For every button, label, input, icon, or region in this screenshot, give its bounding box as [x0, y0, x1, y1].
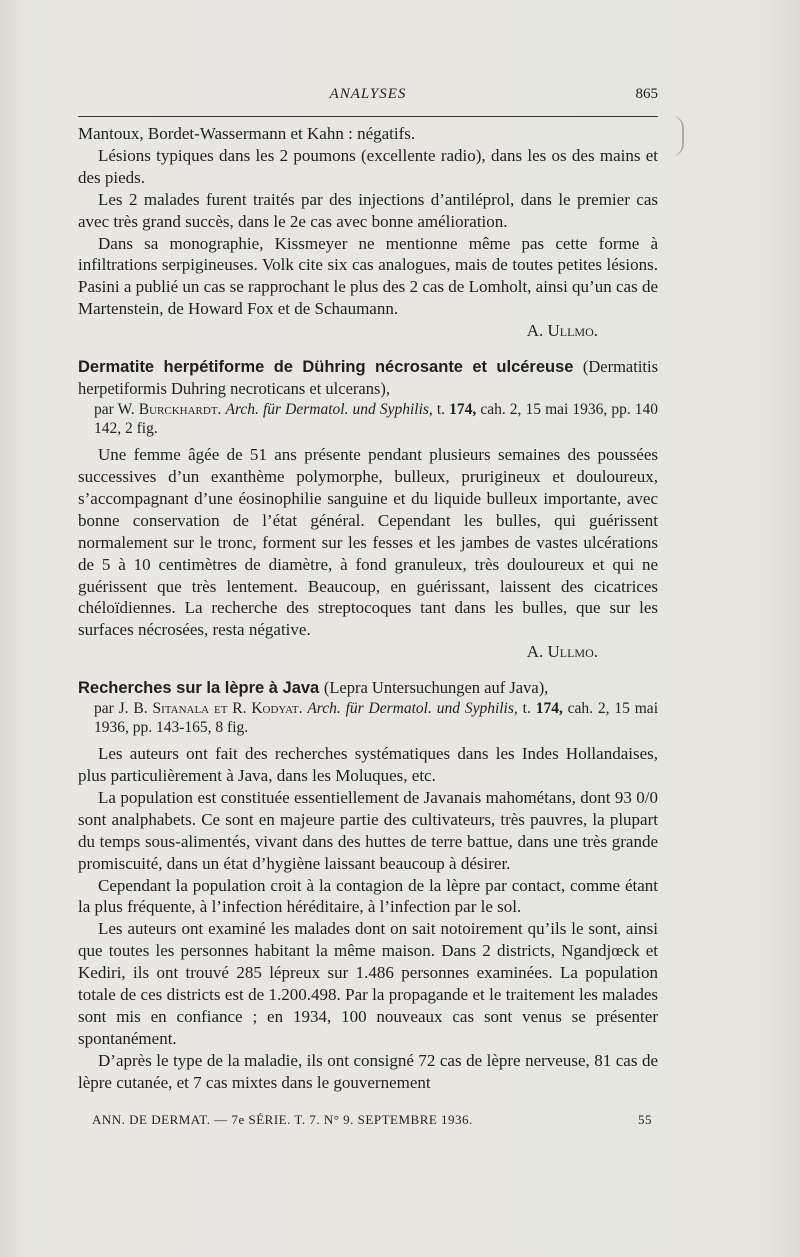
article-title-text: Dermatite herpétiforme de Dühring nécrosante et ulcéreuse [78, 358, 574, 377]
journal-name: Arch. für Dermatol. und Syphilis, [307, 700, 518, 718]
article-title-text: Recherches sur la lèpre à Java [78, 679, 320, 698]
article-paragraph: Les auteurs ont fait des recherches systématiques dans les Indes Hollandaises, plus particulièrement à Java, dans les Moluques, etc. [78, 744, 658, 786]
journal-volume: 174, [535, 700, 563, 718]
article-title [78, 356, 658, 400]
article-paragraph: La population est constituée essentiellement de Javanais mahométans, dont 93 0/0 sont analphabets. Ce sont en majeure partie des cultivateurs, très pauvres, la plupart du temps sous-alimentés, vivant dans des huttes de terre battue, dans une très grande promiscuité, dans un état d’hygiène laissant beaucoup à désirer. [78, 787, 658, 873]
header-title: ANALYSES [329, 86, 407, 102]
intro-paragraph: Lésions typiques dans les 2 poumons (excellente radio), dans les os des mains et des pieds. [78, 145, 658, 187]
page-footer [92, 1112, 652, 1128]
page-number: 865 [635, 86, 658, 102]
article-title [78, 677, 658, 699]
article-paragraph: Une femme âgée de 51 ans présente pendant plusieurs semaines des poussées successives d’un exanthème polymorphe, bulleux, prurigineux et douloureux, s’accompagnant d’une éosinophilie sanguine et du liquide bulleux importante, avec bonne conservation de l’état général. Cependant les bulles, qui guérissent normalement sur le tronc, forment sur les fesses et les jambes de vastes ulcérations de 5 à 10 centimètres de diamètre, à fond granuleux, très douloureux et qui ne guérissent que très lentement. Beaucoup, en guérissant, laissent des cicatrices chéloïdiennes. La recherche des streptocoques tant dans les bulles, que sur les surfaces nécrosées, resta négative. [78, 445, 658, 640]
signature-number: 55 [638, 1112, 652, 1127]
article-title-latin: (Lepra Untersuchungen auf Java), [323, 678, 549, 698]
body-text [78, 123, 658, 1094]
running-header [78, 86, 658, 108]
article-title-latin: (Dermatitis herpetiformis Duhring necroticans et ulcerans), [78, 357, 658, 399]
article-reference: par J. B. Sitanala et R. Kodyat. Arch. für Dermatol. und Syphilis, t. 174, cah. 2, 15 mai 1936, pp. 143-165, 8 fig. [94, 700, 658, 737]
intro-paragraph: Dans sa monographie, Kissmeyer ne mentionne même pas cette forme à infiltrations serpigineuses. Volk cite six cas analogues, mais de toutes petites lésions. Pasini a publié un cas se rapprochant le plus des 2 cas de Lomholt, ainsi qu’un cas de Martenstein, de Howard Fox et de Schaumann. [78, 233, 658, 319]
signature: A. Ullmo. [526, 642, 598, 662]
intro-paragraph: Les 2 malades furent traités par des injections d’antiléprol, dans le premier cas avec très grand succès, dans le 2e cas avec bonne amélioration. [78, 189, 658, 231]
article-paragraph: D’après le type de la maladie, ils ont consigné 72 cas de lèpre nerveuse, 81 cas de lèpre cutanée, et 7 cas mixtes dans le gouvernement [78, 1050, 658, 1092]
intro-paragraph: Mantoux, Bordet-Wassermann et Kahn : négatifs. [78, 124, 416, 143]
article-paragraph: Les auteurs ont examiné les malades dont on sait notoirement qu’ils le sont, ainsi que toutes les personnes habitant la même maison. Dans 2 districts, Ngandjœck et Kediri, ils ont trouvé 285 lépreux sur 1.486 personnes examinées. La population totale de ces districts est de 1.200.498. Par la propagande et le traitement les malades sont mis en confiance ; en 1934, 100 nouveaux cas sont venus se présenter spontanément. [78, 919, 658, 1048]
margin-mark [668, 116, 684, 156]
footer-citation: ANN. DE DERMAT. — 7e SÉRIE. T. 7. N° 9. SEPTEMBRE 1936. [92, 1112, 473, 1127]
article-paragraph: Cependant la population croit à la contagion de la lèpre par contact, comme étant la plus fréquente, à l’infection héréditaire, à l’infection par le sol. [78, 875, 658, 917]
article-reference: par W. Burckhardt. Arch. für Dermatol. und Syphilis, t. 174, cah. 2, 15 mai 1936, pp. 140 142, 2 fig. [94, 401, 659, 438]
article-author: Burckhardt. [138, 401, 222, 419]
signature: A. Ullmo. [526, 321, 598, 341]
header-rule [78, 116, 658, 117]
journal-volume: 174, [449, 401, 477, 419]
journal-name: Arch. für Dermatol. und Syphilis, [225, 401, 433, 419]
article-author: Sitanala et R. Kodyat. [152, 700, 303, 718]
